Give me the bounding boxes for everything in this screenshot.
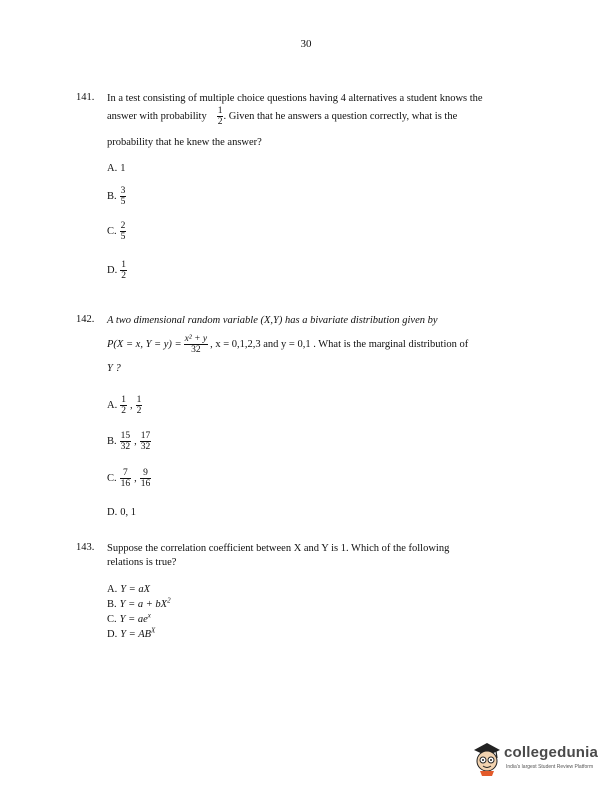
option-c: C. $\frac{2}{5}$ <box>107 221 126 242</box>
option-d: D. $\frac{1}{2}$ <box>107 260 126 281</box>
collegedunia-logo <box>470 740 608 780</box>
option-b: B. $Y = a + bX^2$ <box>107 596 171 610</box>
question-number: 141. <box>76 92 95 103</box>
mascot-icon <box>470 740 504 776</box>
question-text-line: relations is true? <box>107 557 177 568</box>
option-d: D. 0, 1 <box>107 507 136 518</box>
question-text: . Given that he answers a question correctly, what is the <box>223 110 458 122</box>
question-number: 143. <box>76 542 95 553</box>
question-text-line: A two dimensional random variable (X,Y) has a bivariate distribution given by <box>107 315 438 326</box>
logo-tagline: India's largest Student Review Platform <box>506 764 594 770</box>
fraction: $\frac{1}{2}$ <box>217 106 223 127</box>
question-text: answer with probability <box>107 110 207 122</box>
fraction: $\frac{\text{x² + y}}{32}$ <box>184 334 208 355</box>
option-b: B. $\frac{15}{32}$ , $\frac{17}{32}$ <box>107 431 151 452</box>
option-a: A. $\frac{1}{2}$ , $\frac{1}{2}$ <box>107 395 142 416</box>
question-number: 142. <box>76 314 95 325</box>
question-text-line: probability that he knew the answer? <box>107 137 262 148</box>
option-c: C. $Y = ae^x$ <box>107 611 151 625</box>
question-text-line <box>107 106 541 127</box>
option-b: B. $\frac{3}{5}$ <box>107 186 126 207</box>
logo-text: collegedunia <box>504 744 599 761</box>
question-text-line: P(X = x, Y = y) = $\frac{\text{x² + y}}{32}$ , x = 0,1,2,3 and y = 0,1 . What is the marginal distribution of <box>107 334 469 355</box>
option-a: A. Y = aX <box>107 584 151 595</box>
question-text-line: Y ? <box>107 363 121 374</box>
page-number: 30 <box>300 38 312 50</box>
question-text-line: Suppose the correlation coefficient between X and Y is 1. Which of the following <box>107 543 450 554</box>
option-d: D. $Y = AB^X$ <box>107 626 156 640</box>
option-a: A. 1 <box>107 163 126 174</box>
option-c: C. $\frac{7}{16}$ , $\frac{9}{16}$ <box>107 468 151 489</box>
question-text-line: In a test consisting of multiple choice questions having 4 alternatives a student knows the <box>107 93 483 104</box>
